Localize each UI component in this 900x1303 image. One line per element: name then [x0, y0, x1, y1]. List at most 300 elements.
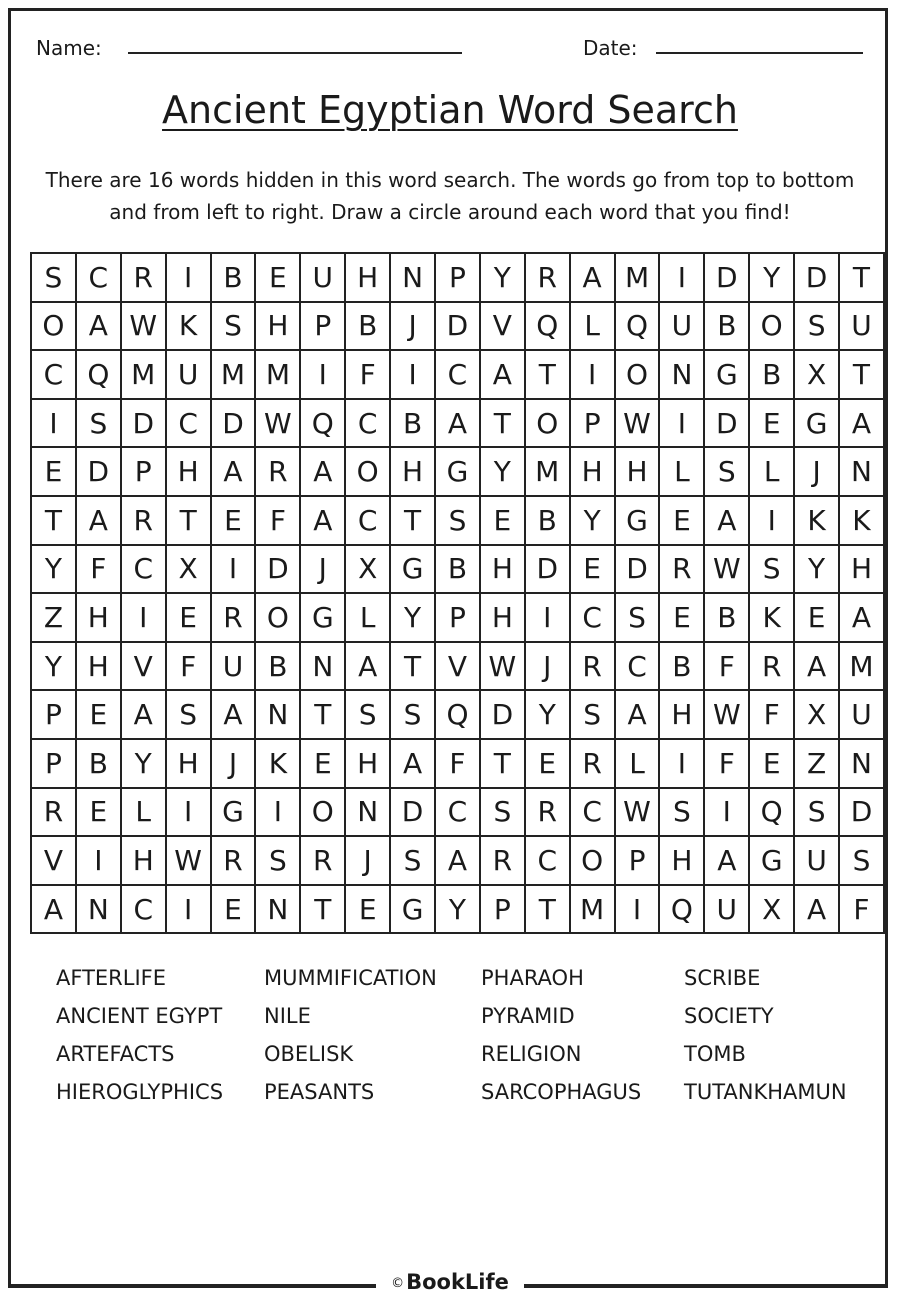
grid-letter-cell[interactable]: I [166, 788, 211, 837]
word-list-item: HIEROGLYPHICS [56, 1080, 224, 1104]
grid-letter-cell[interactable]: L [659, 447, 704, 496]
grid-letter-cell[interactable]: R [31, 788, 76, 837]
grid-letter-cell[interactable]: P [121, 447, 166, 496]
grid-letter-cell[interactable]: D [121, 399, 166, 448]
grid-letter-cell[interactable]: S [704, 447, 749, 496]
grid-row [31, 447, 884, 496]
brand-name: BookLife [406, 1270, 509, 1294]
word-list-item: TUTANKHAMUN [684, 1080, 847, 1104]
grid-letter-cell[interactable]: P [31, 739, 76, 788]
grid-letter-cell[interactable]: N [839, 739, 884, 788]
grid-letter-cell[interactable]: R [480, 836, 525, 885]
grid-letter-cell[interactable]: T [390, 496, 435, 545]
grid-row [31, 253, 884, 302]
grid-letter-cell[interactable]: N [76, 885, 121, 934]
grid-letter-cell[interactable]: M [570, 885, 615, 934]
grid-letter-cell[interactable]: M [525, 447, 570, 496]
word-search-grid [30, 252, 885, 934]
grid-letter-cell[interactable]: I [659, 399, 704, 448]
grid-letter-cell[interactable]: U [211, 642, 256, 691]
grid-letter-cell[interactable]: G [390, 885, 435, 934]
grid-letter-cell[interactable]: I [166, 253, 211, 302]
grid-letter-cell[interactable]: S [749, 545, 794, 594]
grid-letter-cell[interactable]: H [615, 447, 660, 496]
grid-letter-cell[interactable]: I [659, 739, 704, 788]
grid-letter-cell[interactable]: B [390, 399, 435, 448]
grid-row [31, 836, 884, 885]
grid-letter-cell[interactable]: R [255, 447, 300, 496]
word-list-item: ANCIENT EGYPT [56, 1004, 223, 1028]
grid-letter-cell[interactable]: E [76, 788, 121, 837]
grid-letter-cell[interactable]: Y [794, 545, 839, 594]
grid-letter-cell[interactable]: U [659, 302, 704, 351]
grid-letter-cell[interactable]: N [659, 350, 704, 399]
grid-letter-cell[interactable]: R [121, 496, 166, 545]
grid-letter-cell[interactable]: U [166, 350, 211, 399]
grid-letter-cell[interactable]: S [31, 253, 76, 302]
grid-letter-cell[interactable]: F [345, 350, 390, 399]
grid-letter-cell[interactable]: S [390, 690, 435, 739]
grid-letter-cell[interactable]: O [345, 447, 390, 496]
grid-letter-cell[interactable]: J [300, 545, 345, 594]
grid-letter-cell[interactable]: C [570, 593, 615, 642]
grid-letter-cell[interactable]: B [435, 545, 480, 594]
grid-letter-cell[interactable]: I [659, 253, 704, 302]
grid-letter-cell[interactable]: C [76, 253, 121, 302]
grid-letter-cell[interactable]: W [480, 642, 525, 691]
grid-letter-cell[interactable]: U [794, 836, 839, 885]
grid-letter-cell[interactable]: Y [480, 447, 525, 496]
grid-letter-cell[interactable]: E [166, 593, 211, 642]
grid-letter-cell[interactable]: A [211, 447, 256, 496]
grid-letter-cell[interactable]: T [480, 739, 525, 788]
grid-letter-cell[interactable]: S [435, 496, 480, 545]
grid-letter-cell[interactable]: G [704, 350, 749, 399]
grid-letter-cell[interactable]: D [615, 545, 660, 594]
grid-letter-cell[interactable]: D [435, 302, 480, 351]
grid-letter-cell[interactable]: O [300, 788, 345, 837]
grid-letter-cell[interactable]: U [704, 885, 749, 934]
grid-letter-cell[interactable]: C [121, 885, 166, 934]
grid-letter-cell[interactable]: D [704, 399, 749, 448]
grid-row [31, 788, 884, 837]
grid-letter-cell[interactable]: A [839, 399, 884, 448]
grid-letter-cell[interactable]: P [300, 302, 345, 351]
grid-letter-cell[interactable]: H [166, 447, 211, 496]
grid-letter-cell[interactable]: X [749, 885, 794, 934]
grid-letter-cell[interactable]: F [166, 642, 211, 691]
grid-letter-cell[interactable]: C [166, 399, 211, 448]
word-list-column-3 [481, 964, 641, 1116]
grid-letter-cell[interactable]: A [794, 885, 839, 934]
grid-letter-cell[interactable]: B [345, 302, 390, 351]
word-list-item: SARCOPHAGUS [481, 1080, 642, 1104]
grid-letter-cell[interactable]: S [390, 836, 435, 885]
date-field[interactable] [656, 52, 863, 54]
grid-letter-cell[interactable]: D [480, 690, 525, 739]
grid-letter-cell[interactable]: E [659, 593, 704, 642]
grid-letter-cell[interactable]: B [704, 593, 749, 642]
grid-letter-cell[interactable]: S [839, 836, 884, 885]
grid-letter-cell[interactable]: A [480, 350, 525, 399]
grid-letter-cell[interactable]: E [255, 253, 300, 302]
grid-letter-cell[interactable]: Z [794, 739, 839, 788]
grid-letter-cell[interactable]: I [255, 788, 300, 837]
grid-letter-cell[interactable]: A [390, 739, 435, 788]
grid-letter-cell[interactable]: P [615, 836, 660, 885]
grid-letter-cell[interactable]: F [255, 496, 300, 545]
grid-letter-cell[interactable]: A [704, 496, 749, 545]
grid-letter-cell[interactable]: H [345, 739, 390, 788]
grid-letter-cell[interactable]: T [839, 253, 884, 302]
grid-letter-cell[interactable]: S [345, 690, 390, 739]
grid-letter-cell[interactable]: T [300, 690, 345, 739]
grid-letter-cell[interactable]: I [76, 836, 121, 885]
grid-letter-cell[interactable]: W [704, 690, 749, 739]
grid-letter-cell[interactable]: J [390, 302, 435, 351]
grid-letter-cell[interactable]: O [31, 302, 76, 351]
grid-letter-cell[interactable]: A [211, 690, 256, 739]
word-list-column-2 [264, 964, 437, 1116]
grid-letter-cell[interactable]: W [704, 545, 749, 594]
grid-letter-cell[interactable]: G [794, 399, 839, 448]
grid-letter-cell[interactable]: A [435, 399, 480, 448]
grid-letter-cell[interactable]: C [570, 788, 615, 837]
grid-letter-cell[interactable]: Y [525, 690, 570, 739]
grid-letter-cell[interactable]: I [300, 350, 345, 399]
grid-letter-cell[interactable]: B [704, 302, 749, 351]
grid-letter-cell[interactable]: I [615, 885, 660, 934]
grid-row [31, 496, 884, 545]
grid-letter-cell[interactable]: E [659, 496, 704, 545]
word-list-item: SCRIBE [684, 966, 761, 990]
grid-letter-cell[interactable]: A [794, 642, 839, 691]
grid-letter-cell[interactable]: V [480, 302, 525, 351]
grid-letter-cell[interactable]: R [300, 836, 345, 885]
grid-letter-cell[interactable]: X [794, 690, 839, 739]
grid-letter-cell[interactable]: H [480, 593, 525, 642]
grid-letter-cell[interactable]: H [255, 302, 300, 351]
grid-letter-cell[interactable]: I [749, 496, 794, 545]
grid-letter-cell[interactable]: X [166, 545, 211, 594]
grid-row [31, 350, 884, 399]
grid-letter-cell[interactable]: S [480, 788, 525, 837]
name-field[interactable] [128, 52, 462, 54]
grid-letter-cell[interactable]: F [704, 739, 749, 788]
grid-letter-cell[interactable]: Y [435, 885, 480, 934]
word-list-column-4 [684, 964, 847, 1116]
grid-letter-cell[interactable]: G [615, 496, 660, 545]
grid-letter-cell[interactable]: A [76, 496, 121, 545]
grid-letter-cell[interactable]: W [615, 788, 660, 837]
grid-letter-cell[interactable]: W [166, 836, 211, 885]
grid-letter-cell[interactable]: V [121, 642, 166, 691]
grid-letter-cell[interactable]: Q [435, 690, 480, 739]
grid-letter-cell[interactable]: V [31, 836, 76, 885]
grid-letter-cell[interactable]: A [300, 447, 345, 496]
grid-letter-cell[interactable]: Q [525, 302, 570, 351]
grid-letter-cell[interactable]: C [435, 788, 480, 837]
grid-letter-cell[interactable]: A [76, 302, 121, 351]
grid-letter-cell[interactable]: C [615, 642, 660, 691]
grid-letter-cell[interactable]: T [525, 885, 570, 934]
grid-letter-cell[interactable]: G [300, 593, 345, 642]
grid-letter-cell[interactable]: B [211, 253, 256, 302]
grid-letter-cell[interactable]: L [615, 739, 660, 788]
grid-letter-cell[interactable]: Q [615, 302, 660, 351]
grid-letter-cell[interactable]: D [390, 788, 435, 837]
grid-letter-cell[interactable]: I [390, 350, 435, 399]
grid-letter-cell[interactable]: M [121, 350, 166, 399]
grid-letter-cell[interactable]: A [435, 836, 480, 885]
grid-letter-cell[interactable]: E [76, 690, 121, 739]
grid-letter-cell[interactable]: W [255, 399, 300, 448]
grid-letter-cell[interactable]: S [570, 690, 615, 739]
grid-letter-cell[interactable]: Y [749, 253, 794, 302]
footer-divider-left [8, 1284, 376, 1287]
grid-letter-cell[interactable]: E [480, 496, 525, 545]
grid-letter-cell[interactable]: N [390, 253, 435, 302]
grid-letter-cell[interactable]: D [794, 253, 839, 302]
grid-letter-cell[interactable]: U [300, 253, 345, 302]
grid-letter-cell[interactable]: H [570, 447, 615, 496]
grid-letter-cell[interactable]: P [31, 690, 76, 739]
grid-letter-cell[interactable]: Y [390, 593, 435, 642]
grid-letter-cell[interactable]: M [839, 642, 884, 691]
grid-row [31, 545, 884, 594]
grid-letter-cell[interactable]: E [749, 399, 794, 448]
grid-letter-cell[interactable]: Q [76, 350, 121, 399]
grid-letter-cell[interactable]: D [839, 788, 884, 837]
grid-letter-cell[interactable]: A [31, 885, 76, 934]
grid-letter-cell[interactable]: I [570, 350, 615, 399]
word-list-item: MUMMIFICATION [264, 966, 437, 990]
grid-letter-cell[interactable]: X [794, 350, 839, 399]
grid-letter-cell[interactable]: F [749, 690, 794, 739]
grid-letter-cell[interactable]: P [480, 885, 525, 934]
grid-letter-cell[interactable]: C [435, 350, 480, 399]
grid-letter-cell[interactable]: P [435, 253, 480, 302]
grid-letter-cell[interactable]: H [166, 739, 211, 788]
grid-letter-cell[interactable]: S [166, 690, 211, 739]
grid-letter-cell[interactable]: S [659, 788, 704, 837]
grid-letter-cell[interactable]: Q [659, 885, 704, 934]
word-list-item: PEASANTS [264, 1080, 375, 1104]
grid-letter-cell[interactable]: E [211, 496, 256, 545]
word-list-item: PYRAMID [481, 1004, 575, 1028]
grid-row [31, 642, 884, 691]
grid-letter-cell[interactable]: X [345, 545, 390, 594]
grid-letter-cell[interactable]: O [525, 399, 570, 448]
grid-letter-cell[interactable]: E [570, 545, 615, 594]
grid-letter-cell[interactable]: C [525, 836, 570, 885]
word-list-item: TOMB [684, 1042, 746, 1066]
grid-letter-cell[interactable]: G [435, 447, 480, 496]
grid-letter-cell[interactable]: E [525, 739, 570, 788]
grid-letter-cell[interactable]: T [31, 496, 76, 545]
grid-letter-cell[interactable]: W [615, 399, 660, 448]
grid-letter-cell[interactable]: H [345, 253, 390, 302]
grid-letter-cell[interactable]: B [659, 642, 704, 691]
grid-letter-cell[interactable]: Q [749, 788, 794, 837]
grid-letter-cell[interactable]: R [570, 642, 615, 691]
grid-letter-cell[interactable]: D [704, 253, 749, 302]
grid-letter-cell[interactable]: H [839, 545, 884, 594]
grid-letter-cell[interactable]: B [76, 739, 121, 788]
grid-letter-cell[interactable]: R [570, 739, 615, 788]
grid-letter-cell[interactable]: A [615, 690, 660, 739]
grid-letter-cell[interactable]: S [615, 593, 660, 642]
grid-letter-cell[interactable]: F [704, 642, 749, 691]
grid-letter-cell[interactable]: N [255, 885, 300, 934]
grid-letter-cell[interactable]: I [704, 788, 749, 837]
grid-letter-cell[interactable]: E [794, 593, 839, 642]
grid-letter-cell[interactable]: G [390, 545, 435, 594]
grid-letter-cell[interactable]: B [525, 496, 570, 545]
grid-letter-cell[interactable]: A [839, 593, 884, 642]
grid-letter-cell[interactable]: R [211, 836, 256, 885]
grid-letter-cell[interactable]: Y [31, 642, 76, 691]
grid-letter-cell[interactable]: C [345, 399, 390, 448]
grid-letter-cell[interactable]: R [211, 593, 256, 642]
grid-letter-cell[interactable]: K [794, 496, 839, 545]
name-label: Name: [36, 36, 102, 60]
grid-letter-cell[interactable]: N [300, 642, 345, 691]
grid-letter-cell[interactable]: R [121, 253, 166, 302]
grid-letter-cell[interactable]: D [211, 399, 256, 448]
grid-letter-cell[interactable]: E [31, 447, 76, 496]
grid-letter-cell[interactable]: T [166, 496, 211, 545]
grid-letter-cell[interactable]: K [839, 496, 884, 545]
grid-letter-cell[interactable]: Q [300, 399, 345, 448]
grid-letter-cell[interactable]: L [570, 302, 615, 351]
grid-letter-cell[interactable]: W [121, 302, 166, 351]
grid-letter-cell[interactable]: N [839, 447, 884, 496]
grid-letter-cell[interactable]: J [525, 642, 570, 691]
word-list-item: RELIGION [481, 1042, 582, 1066]
grid-letter-cell[interactable]: S [76, 399, 121, 448]
grid-letter-cell[interactable]: H [76, 593, 121, 642]
grid-letter-cell[interactable]: Y [570, 496, 615, 545]
grid-letter-cell[interactable]: E [211, 885, 256, 934]
grid-letter-cell[interactable]: F [839, 885, 884, 934]
grid-letter-cell[interactable]: D [255, 545, 300, 594]
grid-letter-cell[interactable]: O [570, 836, 615, 885]
grid-letter-cell[interactable]: R [659, 545, 704, 594]
grid-letter-cell[interactable]: A [121, 690, 166, 739]
grid-letter-cell[interactable]: Z [31, 593, 76, 642]
grid-letter-cell[interactable]: M [615, 253, 660, 302]
word-list-item: OBELISK [264, 1042, 354, 1066]
grid-letter-cell[interactable]: F [435, 739, 480, 788]
grid-letter-cell[interactable]: S [794, 302, 839, 351]
grid-letter-cell[interactable]: I [166, 885, 211, 934]
grid-letter-cell[interactable]: E [300, 739, 345, 788]
grid-letter-cell[interactable]: C [121, 545, 166, 594]
grid-letter-cell[interactable]: E [749, 739, 794, 788]
grid-letter-cell[interactable]: A [570, 253, 615, 302]
grid-letter-cell[interactable]: B [255, 642, 300, 691]
grid-letter-cell[interactable]: T [839, 350, 884, 399]
grid-letter-cell[interactable]: O [615, 350, 660, 399]
grid-letter-cell[interactable]: V [435, 642, 480, 691]
grid-letter-cell[interactable]: H [480, 545, 525, 594]
grid-letter-cell[interactable]: T [525, 350, 570, 399]
grid-letter-cell[interactable]: D [525, 545, 570, 594]
grid-letter-cell[interactable]: U [839, 690, 884, 739]
grid-letter-cell[interactable]: I [121, 593, 166, 642]
grid-letter-cell[interactable]: J [345, 836, 390, 885]
grid-row [31, 302, 884, 351]
grid-letter-cell[interactable]: F [76, 545, 121, 594]
grid-letter-cell[interactable]: P [570, 399, 615, 448]
grid-letter-cell[interactable]: Y [31, 545, 76, 594]
grid-letter-cell[interactable]: M [211, 350, 256, 399]
grid-letter-cell[interactable]: K [166, 302, 211, 351]
grid-letter-cell[interactable]: H [659, 690, 704, 739]
grid-letter-cell[interactable]: S [255, 836, 300, 885]
grid-letter-cell[interactable]: C [31, 350, 76, 399]
grid-letter-cell[interactable]: T [300, 885, 345, 934]
grid-letter-cell[interactable]: C [345, 496, 390, 545]
grid-letter-cell[interactable]: J [211, 739, 256, 788]
grid-letter-cell[interactable]: R [525, 788, 570, 837]
grid-letter-cell[interactable]: L [749, 447, 794, 496]
grid-letter-cell[interactable]: O [255, 593, 300, 642]
grid-letter-cell[interactable]: S [211, 302, 256, 351]
grid-letter-cell[interactable]: D [76, 447, 121, 496]
grid-letter-cell[interactable]: H [390, 447, 435, 496]
grid-letter-cell[interactable]: I [31, 399, 76, 448]
grid-letter-cell[interactable]: P [435, 593, 480, 642]
grid-letter-cell[interactable]: A [345, 642, 390, 691]
grid-letter-cell[interactable]: R [749, 642, 794, 691]
grid-letter-cell[interactable]: H [121, 836, 166, 885]
word-list-column-1 [56, 964, 223, 1116]
grid-letter-cell[interactable]: H [76, 642, 121, 691]
grid-letter-cell[interactable]: U [839, 302, 884, 351]
instructions-text: There are 16 words hidden in this word search. The words go from top to bottom and from left to right. Draw a circle around each word that you find! [45, 168, 855, 224]
grid-letter-cell[interactable]: A [300, 496, 345, 545]
grid-letter-cell[interactable]: K [255, 739, 300, 788]
grid-letter-cell[interactable]: J [794, 447, 839, 496]
grid-letter-cell[interactable]: O [749, 302, 794, 351]
grid-letter-cell[interactable]: M [255, 350, 300, 399]
grid-letter-cell[interactable]: G [749, 836, 794, 885]
grid-letter-cell[interactable]: H [659, 836, 704, 885]
grid-row [31, 690, 884, 739]
grid-letter-cell[interactable]: N [345, 788, 390, 837]
grid-letter-cell[interactable]: E [345, 885, 390, 934]
grid-letter-cell[interactable]: A [704, 836, 749, 885]
grid-letter-cell[interactable]: Y [480, 253, 525, 302]
grid-letter-cell[interactable]: T [480, 399, 525, 448]
grid-letter-cell[interactable]: I [211, 545, 256, 594]
grid-letter-cell[interactable]: T [390, 642, 435, 691]
date-label: Date: [583, 36, 638, 60]
grid-letter-cell[interactable]: L [345, 593, 390, 642]
grid-letter-cell[interactable]: I [525, 593, 570, 642]
grid-letter-cell[interactable]: B [749, 350, 794, 399]
grid-letter-cell[interactable]: S [794, 788, 839, 837]
grid-letter-cell[interactable]: G [211, 788, 256, 837]
grid-letter-cell[interactable]: L [121, 788, 166, 837]
footer-divider-right [524, 1284, 888, 1287]
grid-letter-cell[interactable]: N [255, 690, 300, 739]
grid-letter-cell[interactable]: K [749, 593, 794, 642]
grid-letter-cell[interactable]: Y [121, 739, 166, 788]
grid-letter-cell[interactable]: R [525, 253, 570, 302]
